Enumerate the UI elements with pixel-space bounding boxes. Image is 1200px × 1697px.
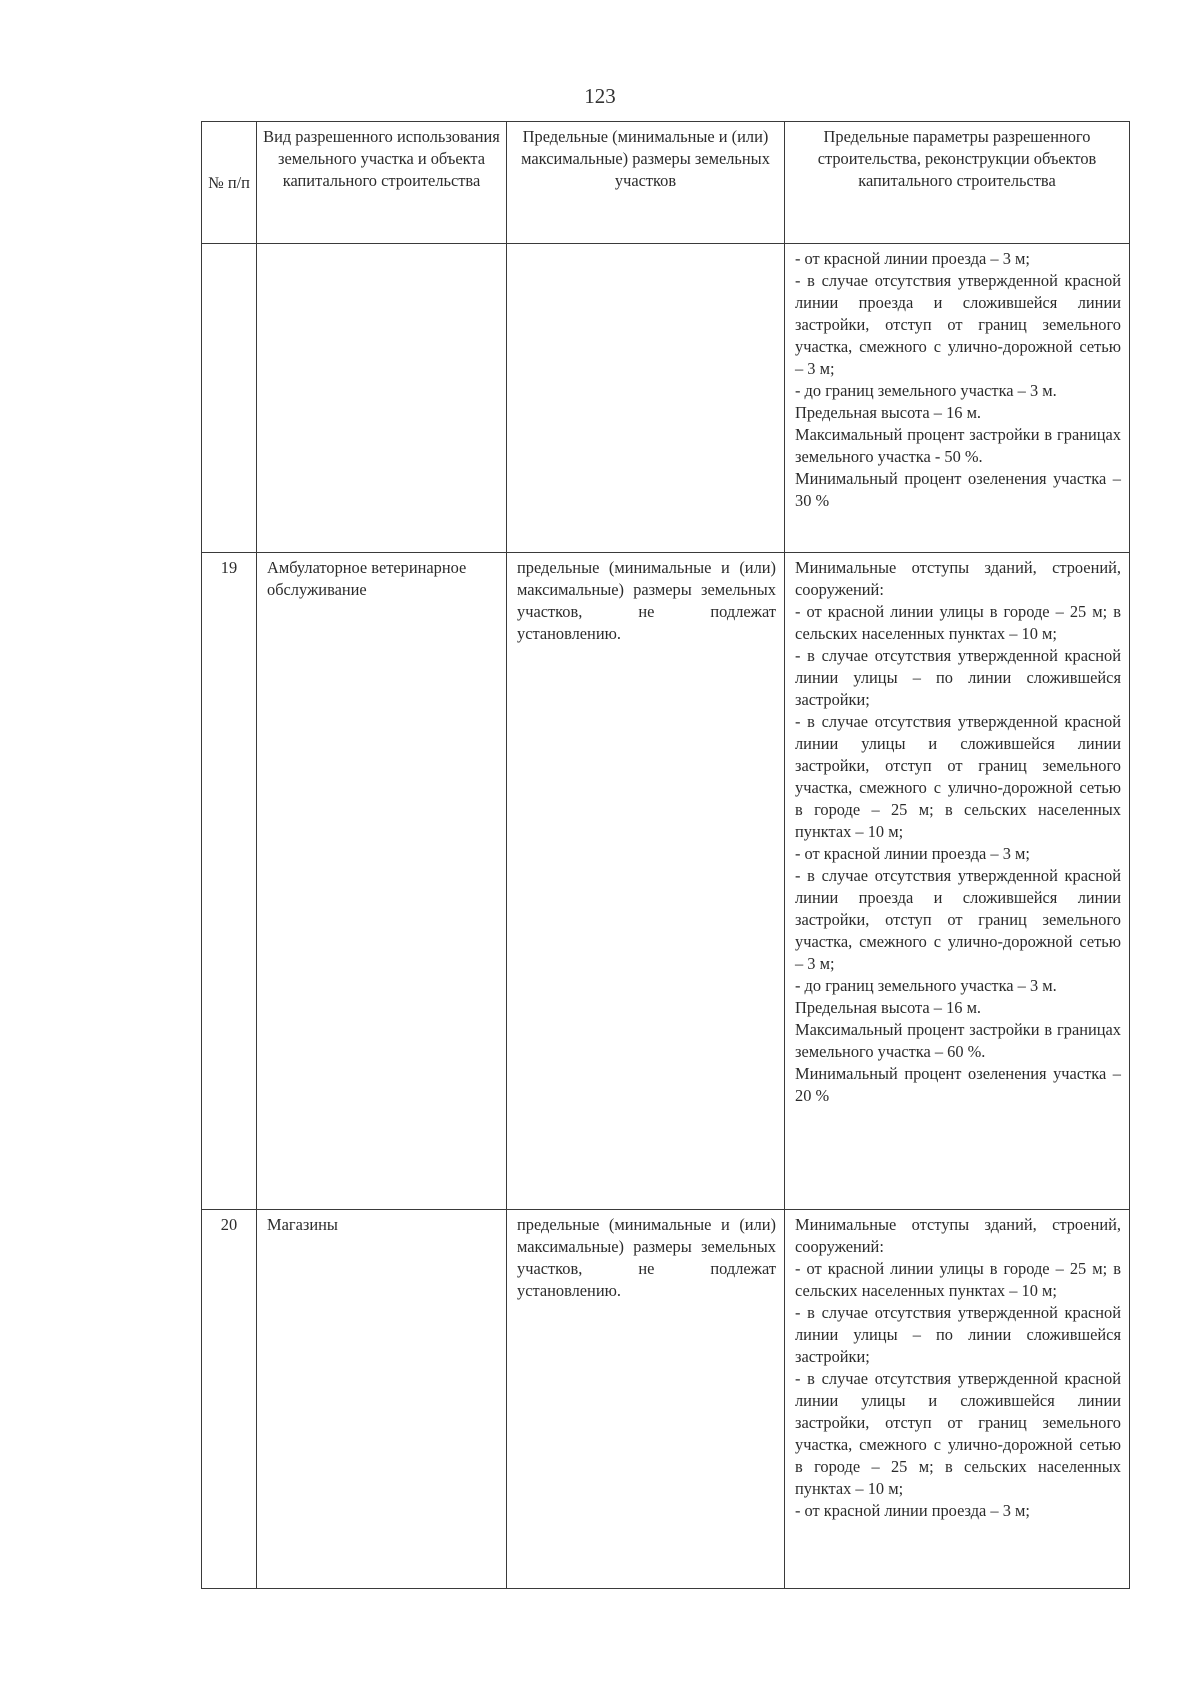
- param-line: - до границ земельного участка – 3 м.: [795, 381, 1057, 400]
- param-line: - в случае отсутствия утвержденной красной линии улицы и сложившейся линии застройки, отступ от границ земельного участка, смежного с улично-дорожной сетью в городе – 25 м; в сельских населенных пунктах – 10 м;: [795, 712, 1121, 841]
- row-number: 20: [202, 1210, 257, 1589]
- param-line: - от красной линии улицы в городе – 25 м; в сельских населенных пунктах – 10 м;: [795, 602, 1121, 643]
- param-line: Минимальные отступы зданий, строений, сооружений:: [795, 1215, 1121, 1256]
- plot-sizes: предельные (минимальные и (или) максимальные) размеры земельных участков, не подлежат установлению.: [507, 1210, 785, 1589]
- header-permitted-use: Вид разрешенного использования земельного участка и объекта капитального строительства: [257, 122, 507, 244]
- param-line: - от красной линии улицы в городе – 25 м; в сельских населенных пунктах – 10 м;: [795, 1259, 1121, 1300]
- param-line: - в случае отсутствия утвержденной красной линии улицы – по линии сложившейся застройки;: [795, 1303, 1121, 1366]
- param-line: - до границ земельного участка – 3 м.: [795, 976, 1057, 995]
- param-line: Предельная высота – 16 м.: [795, 403, 982, 422]
- table-row: [202, 1210, 1130, 1589]
- param-line: - в случае отсутствия утвержденной красной линии проезда и сложившейся линии застройки, отступ от границ земельного участка, смежного с улично-дорожной сетью – 3 м;: [795, 866, 1121, 973]
- plot-sizes: предельные (минимальные и (или) максимальные) размеры земельных участков, не подлежат установлению.: [507, 553, 785, 1210]
- param-line: Минимальные отступы зданий, строений, сооружений:: [795, 558, 1121, 599]
- construction-params: [785, 553, 1130, 1210]
- row-number: 19: [202, 553, 257, 1210]
- param-line: - от красной линии проезда – 3 м;: [795, 844, 1030, 863]
- param-line: Максимальный процент застройки в границах земельного участка - 50 %.: [795, 425, 1121, 466]
- table-row: [202, 244, 1130, 553]
- permitted-use: [257, 244, 507, 553]
- param-line: Предельная высота – 16 м.: [795, 998, 982, 1017]
- permitted-use: Магазины: [257, 1210, 507, 1589]
- row-number: [202, 244, 257, 553]
- param-line: Минимальный процент озеленения участка – 30 %: [795, 469, 1121, 510]
- regulations-table: [201, 121, 1130, 1589]
- param-line: Максимальный процент застройки в границах земельного участка – 60 %.: [795, 1020, 1121, 1061]
- param-line: Минимальный процент озеленения участка – 20 %: [795, 1064, 1121, 1105]
- param-line: - в случае отсутствия утвержденной красной линии улицы и сложившейся линии застройки, отступ от границ земельного участка, смежного с улично-дорожной сетью в городе – 25 м; в сельских населенных пунктах – 10 м;: [795, 1369, 1121, 1498]
- construction-params: [785, 244, 1130, 553]
- table-header-row: [202, 122, 1130, 244]
- plot-sizes: [507, 244, 785, 553]
- param-line: - в случае отсутствия утвержденной красной линии улицы – по линии сложившейся застройки;: [795, 646, 1121, 709]
- param-line: - от красной линии проезда – 3 м;: [795, 1501, 1030, 1520]
- construction-params: [785, 1210, 1130, 1589]
- header-number: № п/п: [202, 122, 257, 244]
- param-line: - в случае отсутствия утвержденной красной линии проезда и сложившейся линии застройки, отступ от границ земельного участка, смежного с улично-дорожной сетью – 3 м;: [795, 271, 1121, 378]
- permitted-use: Амбулаторное ветеринарное обслуживание: [257, 553, 507, 1210]
- header-plot-sizes: Предельные (минимальные и (или) максимальные) размеры земельных участков: [507, 122, 785, 244]
- page-number: 123: [584, 84, 616, 108]
- param-line: - от красной линии проезда – 3 м;: [795, 249, 1030, 268]
- table-row: [202, 553, 1130, 1210]
- header-construction-params: Предельные параметры разрешенного строительства, реконструкции объектов капитального строительства: [785, 122, 1130, 244]
